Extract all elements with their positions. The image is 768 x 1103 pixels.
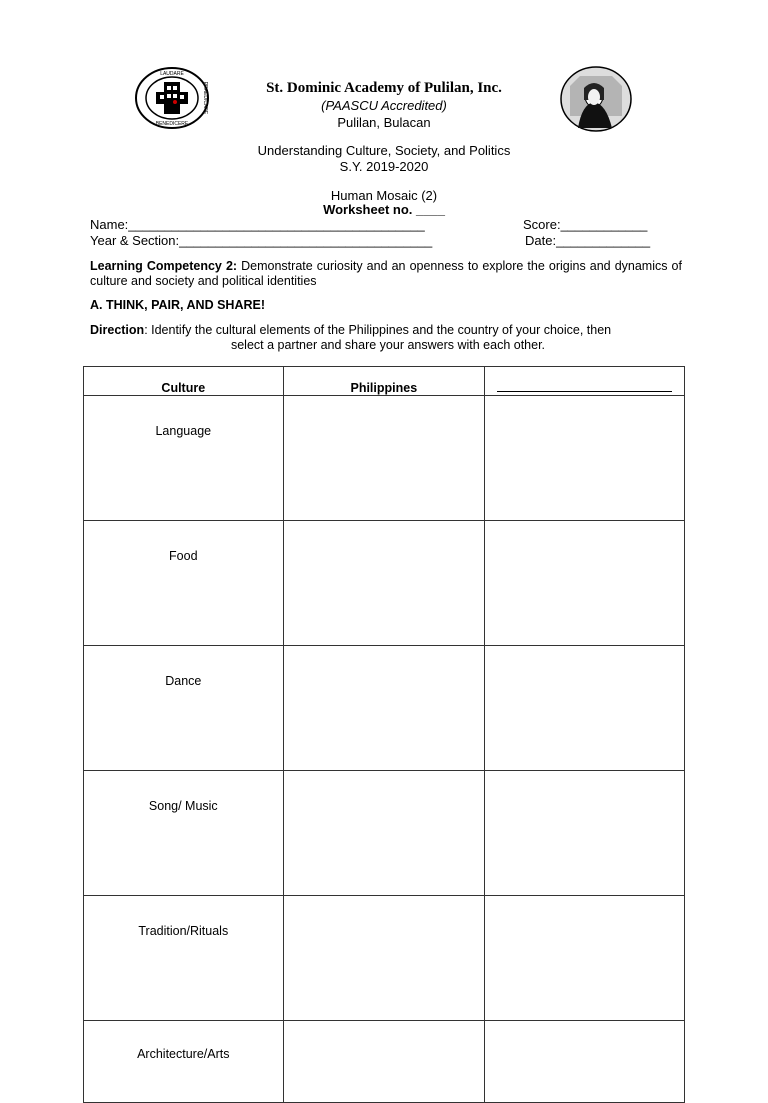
row-label-tradition-rituals: Tradition/Rituals xyxy=(84,896,284,1021)
name-field[interactable]: Name:_________________________________________ xyxy=(90,217,425,232)
row-label-food: Food xyxy=(84,521,284,646)
culture-table xyxy=(83,366,685,1103)
row-label-dance: Dance xyxy=(84,646,284,771)
cell-philippines-food[interactable] xyxy=(283,521,484,646)
table-row xyxy=(84,896,685,1021)
direction-text-1: : Identify the cultural elements of the Philippines and the country of your choice, then xyxy=(144,323,612,337)
cell-country-food[interactable] xyxy=(485,521,685,646)
cell-philippines-dance[interactable] xyxy=(283,646,484,771)
school-location: Pulilan, Bulacan xyxy=(337,115,431,130)
header-country-blank[interactable] xyxy=(485,367,685,396)
subject-title: Understanding Culture, Society, and Politics xyxy=(257,143,511,158)
cell-philippines-language[interactable] xyxy=(283,396,484,521)
section-a-title: A. THINK, PAIR, AND SHARE! xyxy=(90,298,265,312)
header-philippines: Philippines xyxy=(283,367,484,396)
competency-label: Learning Competency 2: xyxy=(90,259,238,273)
cell-country-language[interactable] xyxy=(485,396,685,521)
score-field[interactable]: Score:____________ xyxy=(523,217,648,232)
row-label-language: Language xyxy=(84,396,284,521)
seal-text-right: PRAEDICARE xyxy=(202,81,208,115)
cell-philippines-song-music[interactable] xyxy=(283,771,484,896)
direction-line-1 xyxy=(90,323,611,337)
topic-title: Human Mosaic (2) xyxy=(330,188,438,203)
year-section-field[interactable]: Year & Section:___________________________________ xyxy=(90,233,433,248)
table-row xyxy=(84,771,685,896)
date-field[interactable]: Date:_____________ xyxy=(525,233,651,248)
row-label-song-music: Song/ Music xyxy=(84,771,284,896)
table-row xyxy=(84,646,685,771)
cell-country-song-music[interactable] xyxy=(485,771,685,896)
cell-philippines-architecture-arts[interactable] xyxy=(283,1021,484,1103)
school-name: St. Dominic Academy of Pulilan, Inc. xyxy=(266,80,502,96)
seal-text-top: LAUDARE xyxy=(160,71,184,77)
table-header-row xyxy=(84,367,685,396)
cell-country-tradition-rituals[interactable] xyxy=(485,896,685,1021)
worksheet-number: Worksheet no. ____ xyxy=(323,202,445,217)
header-culture: Culture xyxy=(84,367,284,396)
table-row xyxy=(84,396,685,521)
table-row xyxy=(84,1021,685,1103)
direction-line-2: select a partner and share your answers with each other. xyxy=(230,338,546,352)
table-row xyxy=(84,521,685,646)
learning-competency xyxy=(90,259,682,289)
cell-country-dance[interactable] xyxy=(485,646,685,771)
competency-text: Demonstrate curiosity and an openness to explore the origins and dynamics of culture and society and political identities xyxy=(90,259,682,288)
cell-philippines-tradition-rituals[interactable] xyxy=(283,896,484,1021)
accreditation: (PAASCU Accredited) xyxy=(321,98,447,113)
cell-country-architecture-arts[interactable] xyxy=(485,1021,685,1103)
seal-text-bottom: BENEDICERE xyxy=(155,121,189,127)
row-label-architecture-arts: Architecture/Arts xyxy=(84,1021,284,1103)
school-year: S.Y. 2019-2020 xyxy=(339,159,429,174)
direction-label: Direction xyxy=(90,323,145,337)
country-name-blank[interactable] xyxy=(497,377,672,392)
